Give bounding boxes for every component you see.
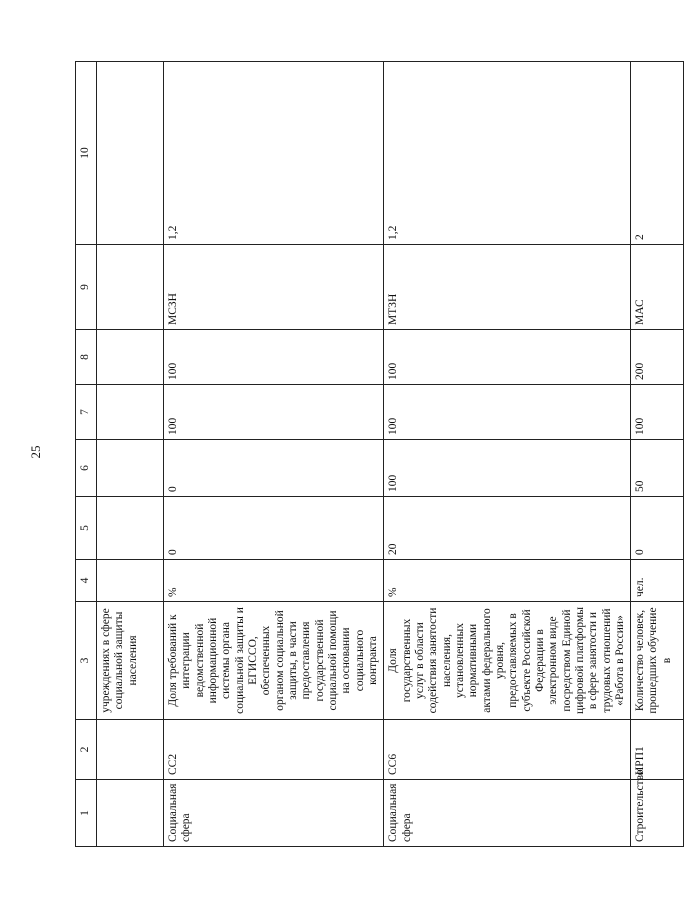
column-number: 9 [76,245,97,330]
sector-cell: Строительство [631,780,684,847]
indicator-name-cell: Доля требований к интеграции ведомственной информационной системы органа социальной защиты и ЕГИССО, обеспеченных органом социальной защиты, в части предоставления государственной социальной помощи на основании социального контракта [164,602,384,720]
column-number: 4 [76,560,97,602]
continuation-text: учреждениях в сфере социальной защиты населения [97,602,164,720]
agency-cell: МАС [631,245,684,330]
value-cell: 100 [631,385,684,440]
indicator-name-cell: Количество человек, прошедших обучение в [631,602,684,720]
value-cell: 100 [384,330,631,385]
indicator-table-container [75,62,673,847]
value-cell: 200 [631,330,684,385]
column-number-row [76,62,97,847]
column-number: 10 [76,62,97,245]
value-cell: 50 [631,440,684,497]
code-cell: ИРП1 [631,720,684,780]
column-number: 2 [76,720,97,780]
column-number: 1 [76,780,97,847]
sector-cell: Социальная сфера [164,780,384,847]
column-number: 3 [76,602,97,720]
column-number: 8 [76,330,97,385]
unit-cell: % [164,560,384,602]
table-row [384,62,631,847]
value-cell: 100 [384,385,631,440]
value-cell: 100 [384,440,631,497]
code-cell: СС2 [164,720,384,780]
continuation-row [97,62,164,847]
column-number: 6 [76,440,97,497]
value-cell: 20 [384,497,631,560]
agency-cell: МТЗН [384,245,631,330]
indicator-name-cell: Доля государственных услуг в области содействия занятости населения, установленных нормативными актами федерального уровня, предоставляемых в субъекте Российской Федерации в электронном виде посредством Единой цифровой платформы в сфере занятости и трудовых отношений «Работа в России» [384,602,631,720]
code-cell: СС6 [384,720,631,780]
column-number: 5 [76,497,97,560]
table-row [164,62,384,847]
agency-cell: МСЗН [164,245,384,330]
value-cell: 0 [631,497,684,560]
value-cell: 0 [164,497,384,560]
value-cell: 0 [164,440,384,497]
value-cell: 100 [164,330,384,385]
value-cell: 100 [164,385,384,440]
column-number: 7 [76,385,97,440]
indicator-table [75,61,684,847]
sector-cell: Социальная сфера [384,780,631,847]
unit-cell: чел. [631,560,684,602]
value-cell: 1,2 [164,62,384,245]
value-cell: 1,2 [384,62,631,245]
unit-cell: % [384,560,631,602]
table-row [631,62,684,847]
value-cell: 2 [631,62,684,245]
page-number: 25 [28,445,43,459]
